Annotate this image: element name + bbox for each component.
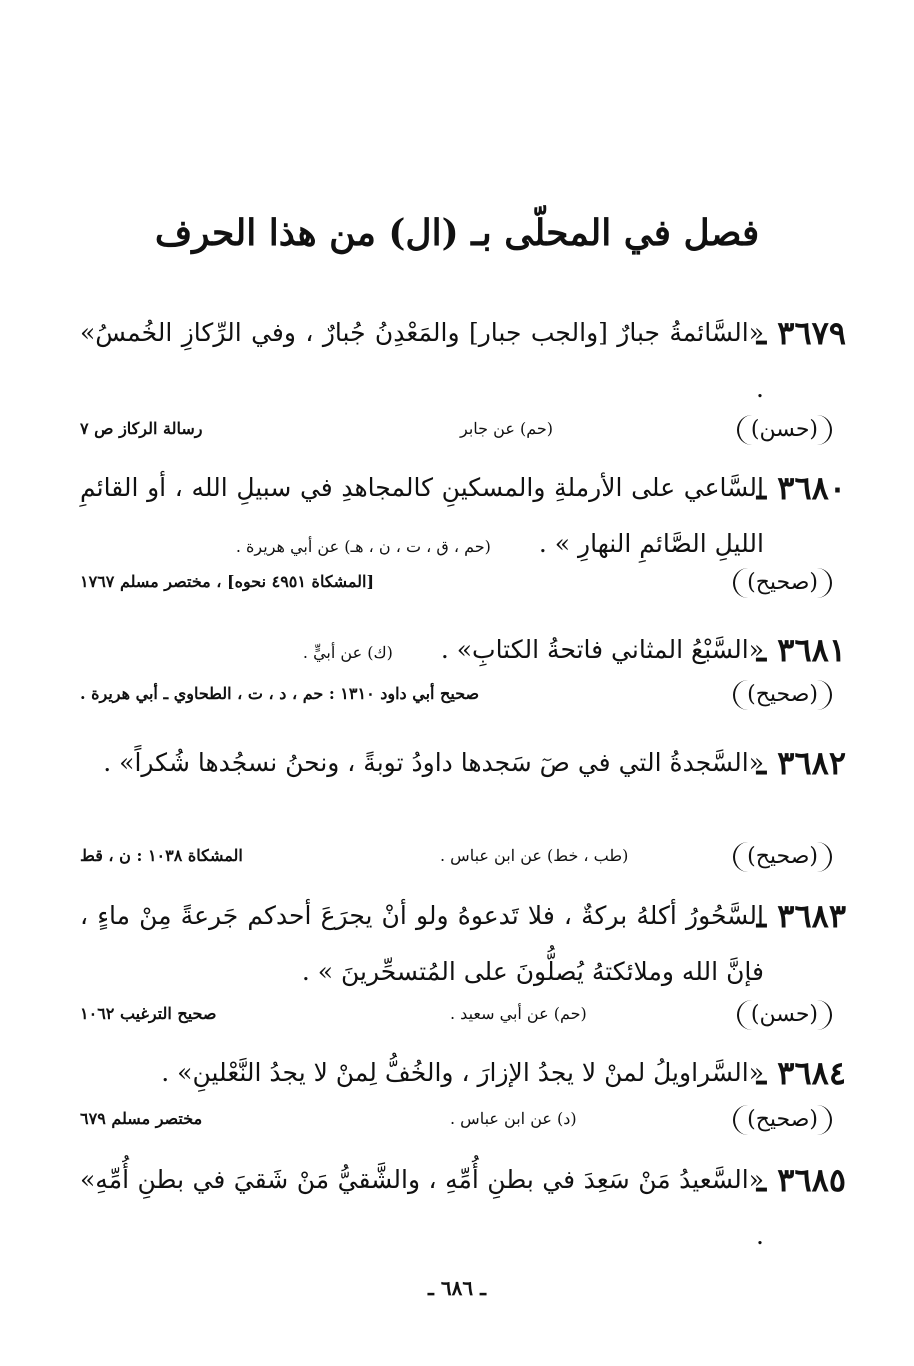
- reference-label: رسالة الركاز ص ٧: [80, 419, 203, 438]
- hadith-entry: [80, 460, 846, 575]
- hadith-number: ٣٦٨١ ـ: [756, 631, 846, 669]
- section-title: فصل في المحلّى بـ (ال) من هذا الحرف: [154, 212, 760, 254]
- reference-label: المشكاة ١٠٣٨ : ن ، قط: [80, 846, 243, 865]
- hadith-text: السَّحُورُ أكلهُ بركةٌ ، فلا تَدعوهُ ولو أنْ يجرَعَ أحدكم جَرعةً مِنْ ماءٍ ، فإنَّ الله وملائكتهُ يُصلُّونَ على المُتسحِّرينَ » .: [80, 901, 764, 986]
- grade-label: (صحيح): [733, 568, 832, 598]
- grade-label: (حسن): [737, 415, 832, 445]
- hadith-entry: [80, 305, 846, 417]
- hadith-number: ٣٦٨٣ ـ: [756, 897, 846, 935]
- hadith-text: «السَّجدةُ التي في صٓ سَجدها داودُ توبةً ، ونحنُ نسجُدها شُكراً» .: [103, 748, 764, 777]
- hadith-meta: [80, 415, 832, 451]
- hadith-meta: [80, 1000, 832, 1036]
- hadith-number: ٣٦٨٠ ـ: [756, 469, 846, 507]
- hadith-number: ٣٦٨٢ ـ: [756, 744, 846, 782]
- page-number: ـ ٦٨٦ ـ: [428, 1276, 486, 1300]
- hadith-entry: [80, 888, 846, 1000]
- grade-label: (صحيح): [733, 842, 832, 872]
- source-label: (حم) عن جابر: [460, 419, 553, 438]
- hadith-entry: [80, 735, 846, 791]
- hadith-text: «السَّبْعُ المثاني فاتحةُ الكتابِ» .: [440, 635, 764, 664]
- source-label: (حم ، ق ، ت ، ن ، هـ) عن أبي هريرة .: [235, 537, 491, 556]
- grade-label: (حسن): [737, 1000, 832, 1030]
- reference-label: [المشكاة ٤٩٥١ نحوه] ، مختصر مسلم ١٧٦٧: [80, 572, 375, 591]
- source-label: (حم) عن أبي سعيد .: [450, 1004, 587, 1023]
- source-label: (طب ، خط) عن ابن عباس .: [440, 846, 629, 865]
- reference-label: مختصر مسلم ٦٧٩: [80, 1109, 203, 1128]
- hadith-meta: [80, 680, 832, 716]
- hadith-number: ٣٦٧٩ ـ: [756, 314, 846, 352]
- grade-label: (صحيح): [733, 1105, 832, 1135]
- reference-label: صحيح الترغيب ١٠٦٢: [80, 1004, 217, 1023]
- source-label: (ك) عن أبيٍّ .: [302, 643, 393, 662]
- hadith-entry: [80, 622, 846, 681]
- hadith-meta: [80, 568, 832, 604]
- reference-label: صحيح أبي داود ١٣١٠ : حم ، د ، ت ، الطحاوي ـ أبي هريرة .: [80, 684, 480, 703]
- hadith-entry: [80, 1152, 846, 1264]
- hadith-number: ٣٦٨٤ ـ: [756, 1054, 846, 1092]
- grade-label: (صحيح): [733, 680, 832, 710]
- source-label: (د) عن ابن عباس .: [450, 1109, 577, 1128]
- hadith-text: «السَّراويلُ لمنْ لا يجدُ الإزارَ ، والخُفُّ لِمنْ لا يجدُ النَّعْلينِ» .: [161, 1058, 764, 1087]
- hadith-text: السَّاعي على الأرملةِ والمسكينِ كالمجاهدِ في سبيلِ الله ، أو القائمِ الليلِ الصَّائمِ النهارِ » .: [80, 473, 764, 558]
- hadith-meta: [80, 1105, 832, 1141]
- hadith-meta: [80, 842, 832, 878]
- hadith-text: «السَّعيدُ مَنْ سَعِدَ في بطنِ أُمِّهِ ، والشَّقيُّ مَنْ شَقيَ في بطنِ أُمِّهِ» .: [80, 1165, 764, 1250]
- hadith-text: «السَّائمةُ جبارٌ [والجب جبار] والمَعْدِنُ جُبارٌ ، وفي الرِّكازِ الخُمسُ» .: [80, 318, 764, 403]
- hadith-number: ٣٦٨٥ ـ: [756, 1161, 846, 1199]
- hadith-entry: [80, 1045, 846, 1101]
